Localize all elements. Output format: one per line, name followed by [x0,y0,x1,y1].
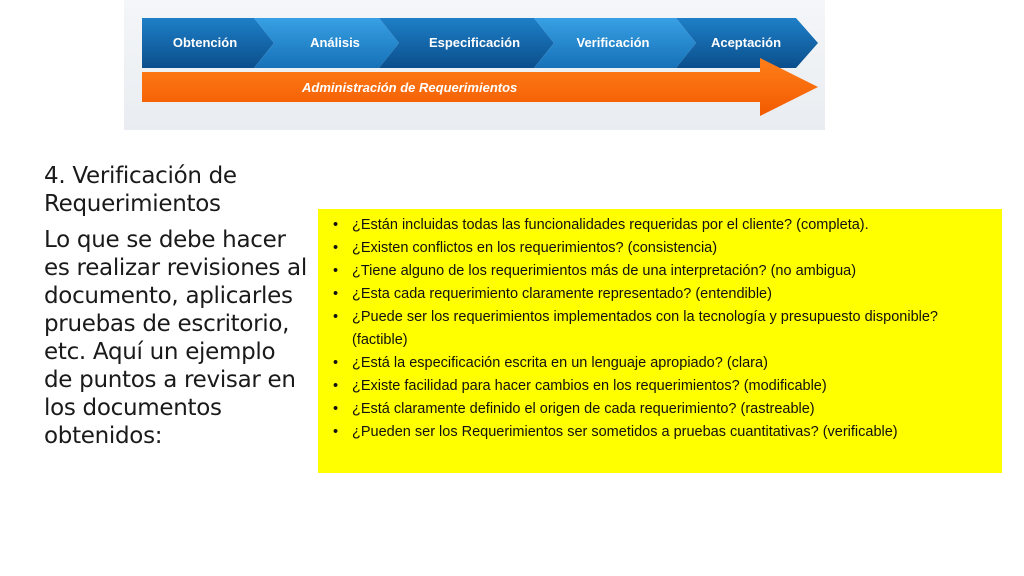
stage-label-obtencion: Obtención [172,35,238,50]
bullet-icon: • [333,309,339,325]
checklist-item-text: ¿Existe facilidad para hacer cambios en los requerimientos? (modificable) [352,378,827,394]
checklist-box [318,209,1002,473]
bullet-icon: • [333,378,339,394]
bullet-icon: • [333,424,339,440]
left-text-block [44,162,309,450]
checklist-item-text: ¿Está claramente definido el origen de cada requerimiento? (rastreable) [352,401,815,417]
bullet-icon: • [333,240,339,256]
checklist-item [328,306,992,352]
checklist-item [328,421,992,444]
process-arrows-graphic [124,0,825,130]
bullet-icon: • [333,217,339,233]
stage-label-analisis: Análisis [310,35,360,50]
bullet-icon: • [333,263,339,279]
stage-label-especificacion: Especificación [428,35,521,50]
bullet-icon: • [333,355,339,371]
checklist-item-text: ¿Existen conflictos en los requerimientos? (consistencia) [352,240,718,256]
checklist [328,214,992,444]
checklist-item-text: ¿Está la especificación escrita en un lenguaje apropiado? (clara) [352,355,768,371]
stage-label-verificacion: Verificación [576,35,650,50]
stage-label-aceptacion: Aceptación [710,35,782,50]
checklist-item-text: ¿Esta cada requerimiento claramente representado? (entendible) [352,286,772,302]
checklist-item [328,352,992,375]
checklist-item [328,260,992,283]
process-banner [124,0,825,130]
checklist-item [328,398,992,421]
checklist-item-text: ¿Puede ser los requerimientos implementados con la tecnología y presupuesto disponible? (factible) [352,309,938,348]
checklist-item [328,214,992,237]
section-title: 4. Verificación de Requerimientos [44,163,237,217]
checklist-item [328,375,992,398]
section-body: Lo que se debe hacer es realizar revisiones al documento, aplicarles pruebas de escritorio, etc. Aquí un ejemplo de puntos a revisar en los documentos obtenidos: [44,227,307,449]
bullet-icon: • [333,286,339,302]
bullet-icon: • [333,401,339,417]
checklist-item-text: ¿Están incluidas todas las funcionalidades requeridas por el cliente? (completa). [352,217,869,233]
checklist-item [328,283,992,306]
checklist-item-text: ¿Pueden ser los Requerimientos ser sometidos a pruebas cuantitativas? (verificable) [352,424,898,440]
checklist-item [328,237,992,260]
checklist-item-text: ¿Tiene alguno de los requerimientos más de una interpretación? (no ambigua) [352,263,857,279]
admin-label: Administración de Requerimientos [302,80,518,95]
